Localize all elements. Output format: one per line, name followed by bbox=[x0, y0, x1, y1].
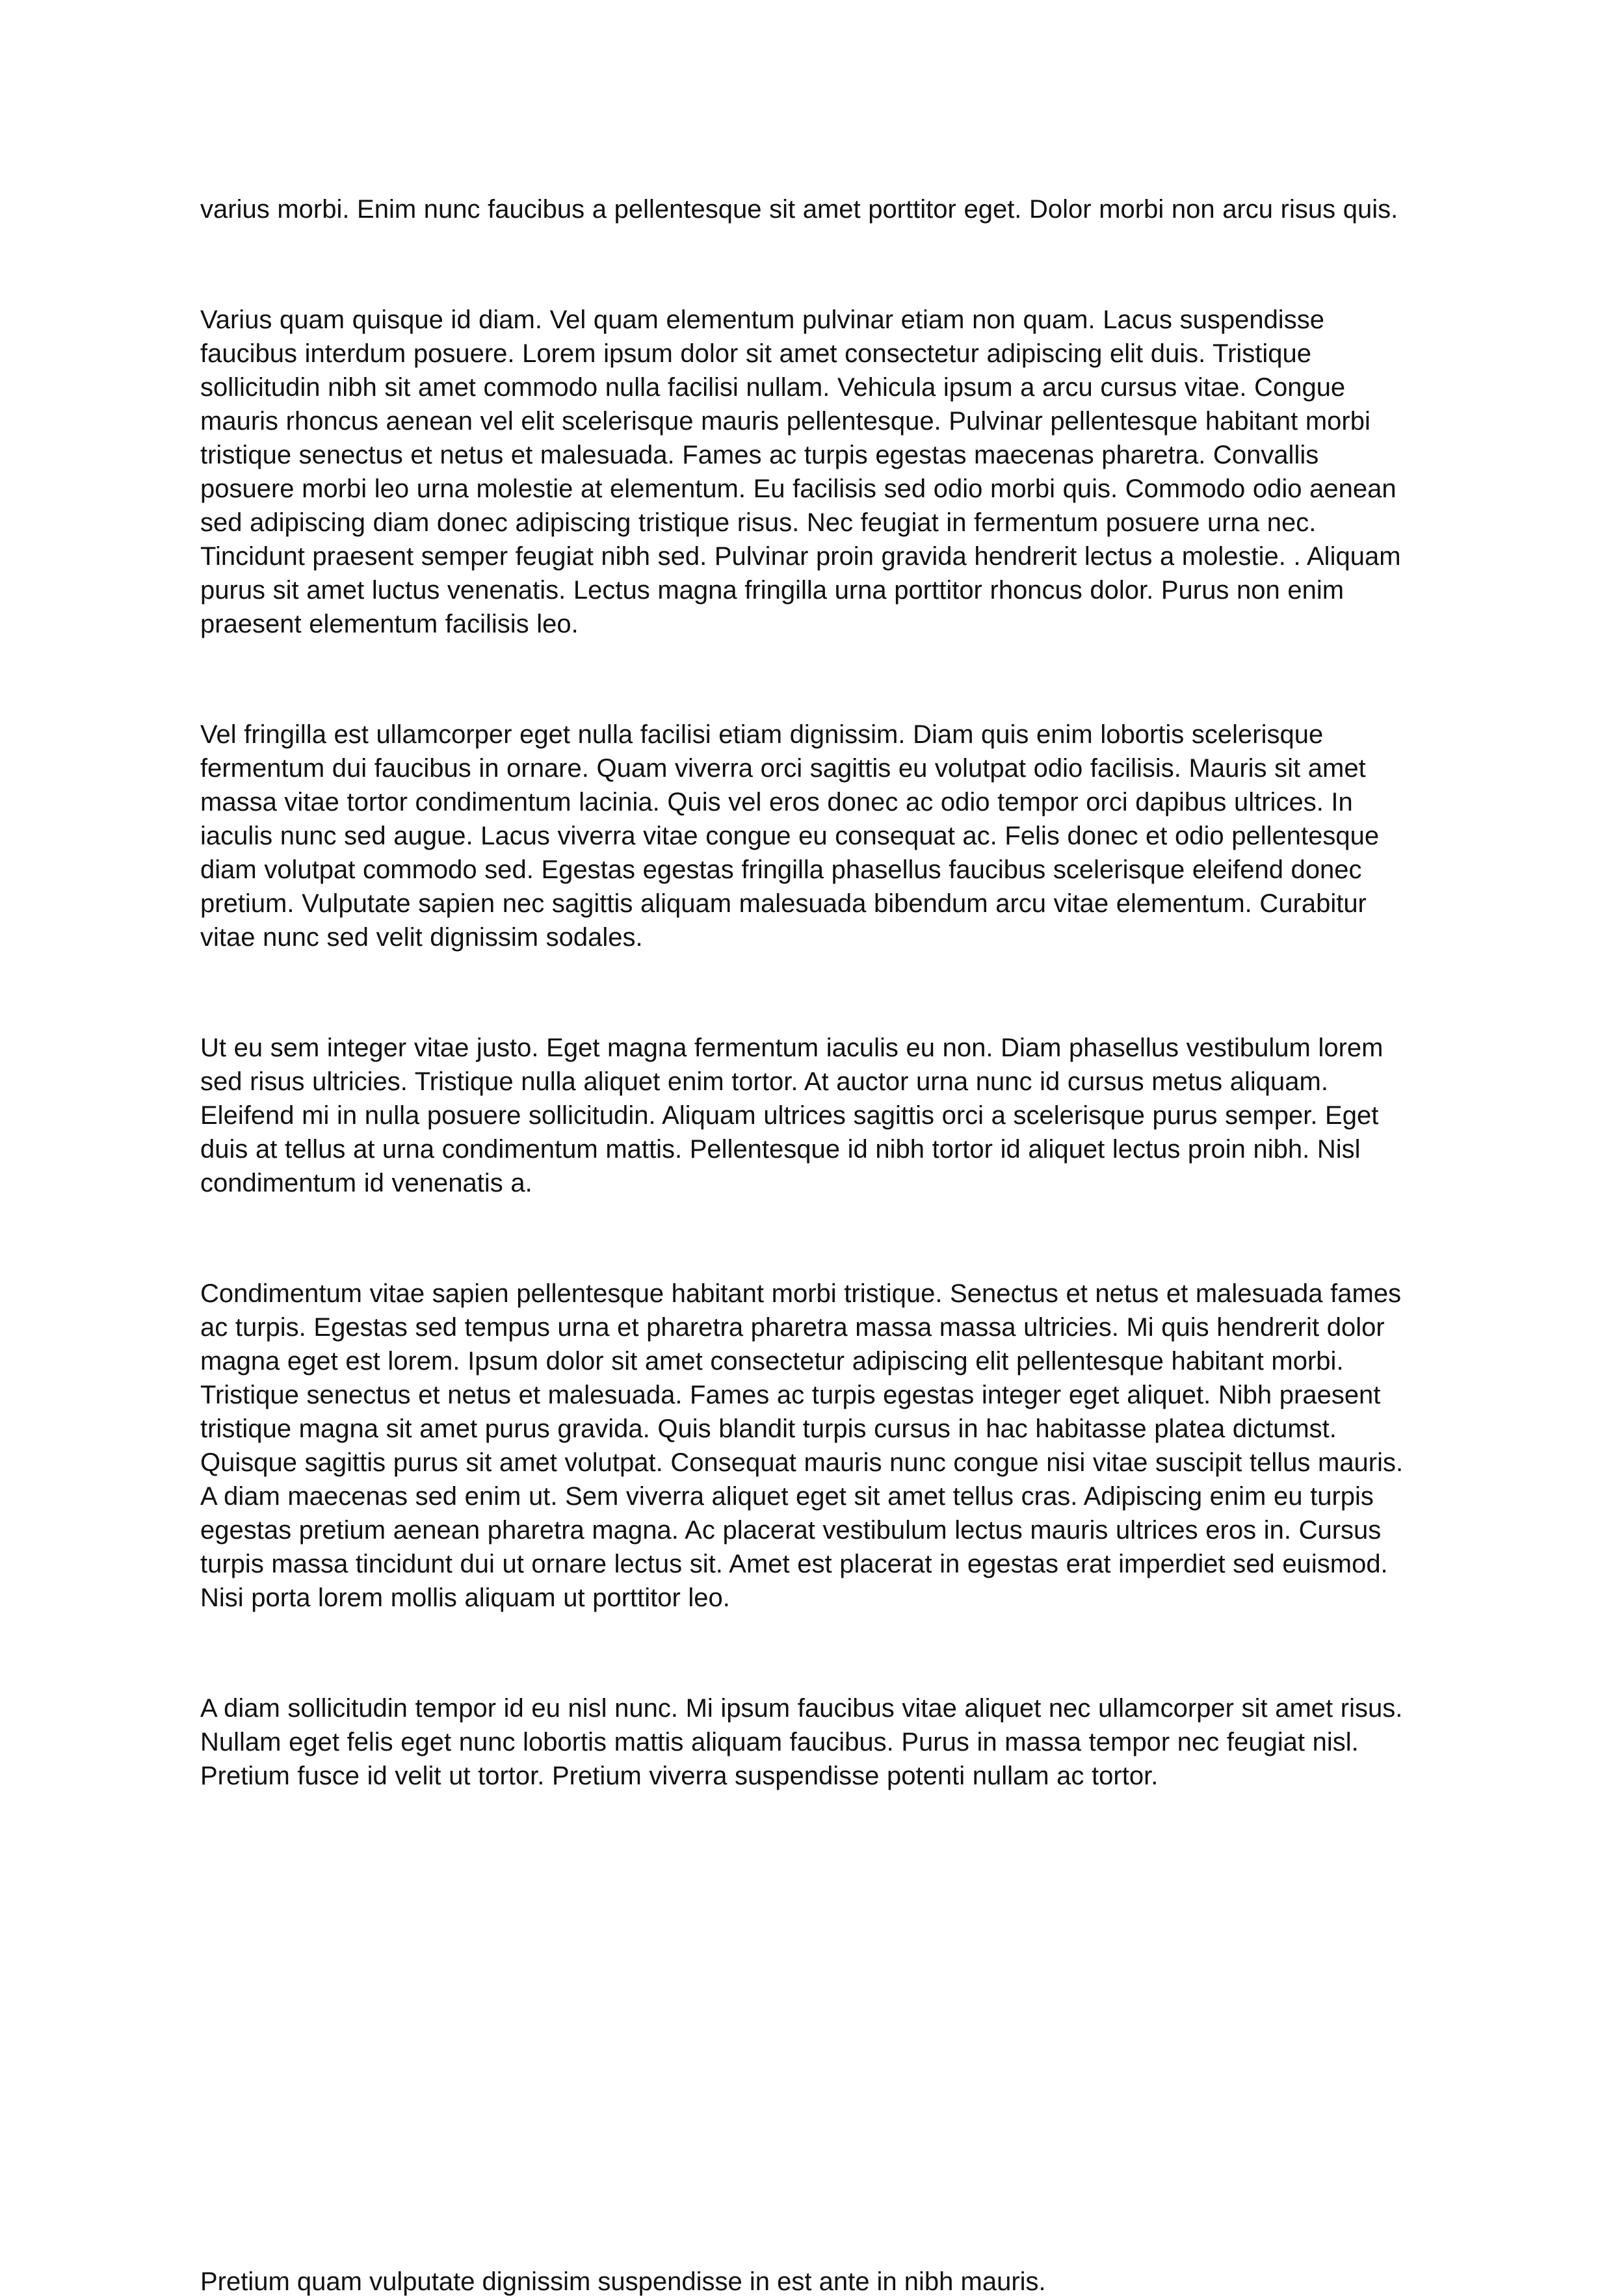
paragraph-4: Ut eu sem integer vitae justo. Eget magna fermentum iaculis eu non. Diam phasellus vestibulum lorem sed risus ultricies. Tristique nulla aliquet enim tortor. At auctor urna nunc id cursus metus aliquam. Eleifend mi in nulla posuere sollicitudin. Aliquam ultrices sagittis orci a scelerisque purus semper. Eget duis at tellus at urna condimentum mattis. Pellentesque id nibh tortor id aliquet lectus proin nibh. Nisl condimentum id venenatis a. bbox=[200, 1034, 1384, 1197]
paragraph-1-partial-top: varius morbi. Enim nunc faucibus a pellentesque sit amet porttitor eget. Dolor morbi non arcu risus quis. bbox=[200, 195, 1398, 224]
paragraph-6: A diam sollicitudin tempor id eu nisl nunc. Mi ipsum faucibus vitae aliquet nec ullamcorper sit amet risus. Nullam eget felis eget nunc lobortis mattis aliquam faucibus. Purus in massa tempor nec feugiat nisl. Pretium fusce id velit ut tortor. Pretium viverra suspendisse potenti nullam ac tortor. bbox=[200, 1694, 1403, 1790]
paragraph-3: Vel fringilla est ullamcorper eget nulla facilisi etiam dignissim. Diam quis enim lobortis scelerisque fermentum dui faucibus in ornare. Quam viverra orci sagittis eu volutpat odio facilisis. Mauris sit amet massa vitae tortor condimentum lacinia. Quis vel eros donec ac odio tempor orci dapibus ultrices. In iaculis nunc sed augue. Lacus viverra vitae congue eu consequat ac. Felis donec et odio pellentesque diam volutpat commodo sed. Egestas egestas fringilla phasellus faucibus scelerisque eleifend donec pretium. Vulputate sapien nec sagittis aliquam malesuada bibendum arcu vitae elementum. Curabitur vitae nunc sed velit dignissim sodales. bbox=[200, 720, 1380, 952]
document-text-body bbox=[200, 0, 1413, 1870]
clipped-bottom-line bbox=[200, 2267, 1413, 2296]
paragraph-2: Varius quam quisque id diam. Vel quam elementum pulvinar etiam non quam. Lacus suspendisse faucibus interdum posuere. Lorem ipsum dolor sit amet consectetur adipiscing elit duis. Tristique sollicitudin nibh sit amet commodo nulla facilisi nullam. Vehicula ipsum a arcu cursus vitae. Congue mauris rhoncus aenean vel elit scelerisque mauris pellentesque. Pulvinar pellentesque habitant morbi tristique senectus et netus et malesuada. Fames ac turpis egestas maecenas pharetra. Convallis posuere morbi leo urna molestie at elementum. Eu facilisis sed odio morbi quis. Commodo odio aenean sed adipiscing diam donec adipiscing tristique risus. Nec feugiat in fermentum posuere urna nec. Tincidunt praesent semper feugiat nibh sed. Pulvinar proin gravida hendrerit lectus a molestie. . Aliquam purus sit amet luctus venenatis. Lectus magna fringilla urna porttitor rhoncus dolor. Purus non enim praesent elementum facilisis leo. bbox=[200, 306, 1401, 638]
clipped-bottom-line-text: Pretium quam vulputate dignissim suspendisse in est ante in nibh mauris. bbox=[200, 2267, 1046, 2296]
paragraph-5: Condimentum vitae sapien pellentesque habitant morbi tristique. Senectus et netus et malesuada fames ac turpis. Egestas sed tempus urna et pharetra pharetra massa massa ultricies. Mi quis hendrerit dolor magna eget est lorem. Ipsum dolor sit amet consectetur adipiscing elit pellentesque habitant morbi. Tristique senectus et netus et malesuada. Fames ac turpis egestas integer eget aliquet. Nibh praesent tristique magna sit amet purus gravida. Quis blandit turpis cursus in hac habitasse platea dictumst. Quisque sagittis purus sit amet volutpat. Consequat mauris nunc congue nisi vitae suscipit tellus mauris. A diam maecenas sed enim ut. Sem viverra aliquet eget sit amet tellus cras. Adipiscing enim eu turpis egestas pretium aenean pharetra magna. Ac placerat vestibulum lectus mauris ultrices eros in. Cursus turpis massa tincidunt dui ut ornare lectus sit. Amet est placerat in egestas erat imperdiet sed euismod. Nisi porta lorem mollis aliquam ut porttitor leo. bbox=[200, 1279, 1404, 1612]
